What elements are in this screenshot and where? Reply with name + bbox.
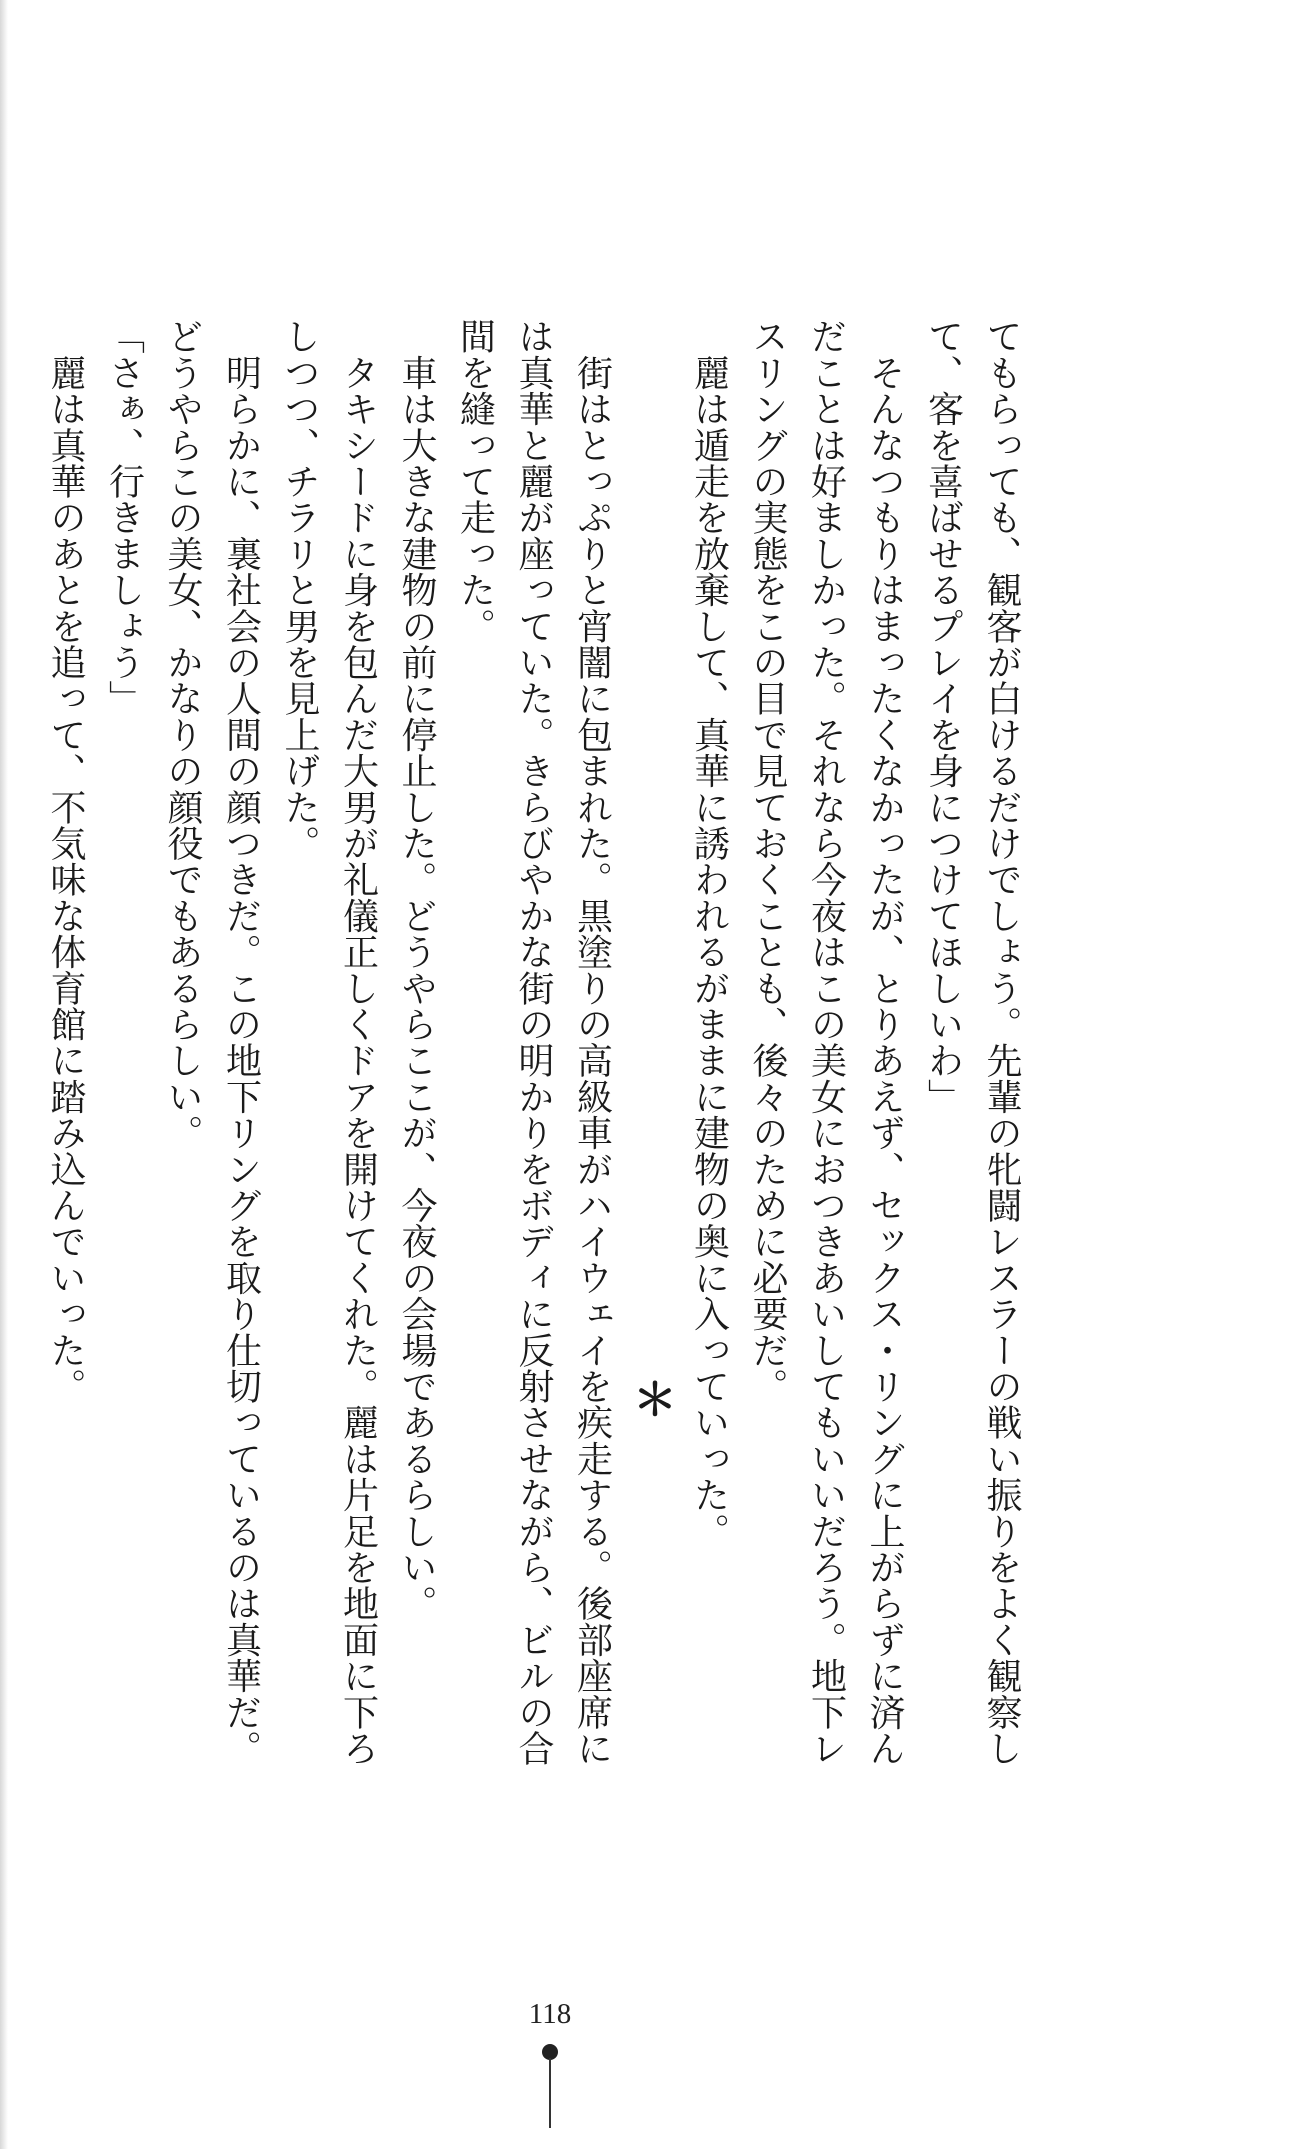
text-line: だことは好ましかった。それなら今夜はこの美女におつきあいしてもいいだろう。地下レ — [805, 318, 847, 1766]
vertical-text-body — [45, 318, 1030, 1838]
text-line: 車は大きな建物の前に停止した。どうやらここが、今夜の会場であるらしい。 — [396, 318, 437, 1622]
text-line: スリングの実態をこの目で見ておくことも、後々のために必要だ。 — [747, 318, 788, 1404]
text-line: 街はとっぷりと宵闇に包まれた。黒塗りの高級車がハイウェイを疾走する。後部座席に — [571, 318, 613, 1766]
text-line: しつつ、チラリと男を見上げた。 — [279, 318, 320, 861]
text-line: 麗は真華のあとを追って、不気味な体育館に踏み込んでいった。 — [45, 318, 86, 1404]
text-line: 間を縫って走った。 — [454, 318, 496, 644]
section-break-asterisk: ＊ — [625, 1375, 676, 1421]
text-line: は真華と麗が座っていた。きらびやかな街の明かりをボディに反射させながら、ビルの合 — [513, 318, 554, 1766]
section-break — [621, 318, 680, 1838]
text-line: タキシードに身を包んだ大男が礼儀正しくドアを開けてくれた。麗は片足を地面に下ろ — [337, 318, 379, 1766]
text-line: 麗は遁走を放棄して、真華に誘われるがままに建物の奥に入っていった。 — [688, 318, 730, 1549]
text-line: 明らかに、裏社会の人間の顔つきだ。この地下リングを取り仕切っているのは真華だ。 — [220, 318, 262, 1766]
page-number: 118 — [528, 1998, 572, 2030]
bookmark-ribbon — [549, 2058, 551, 2128]
text-line: そんなつもりはまったくなかったが、とりあえず、セックス・リングに上がらずに済ん — [864, 318, 905, 1766]
text-line: どうやらこの美女、かなりの顔役でもあるらしい。 — [162, 318, 203, 1151]
page-binding-edge — [0, 0, 8, 2149]
text-line: て、客を喜ばせるプレイを身につけてほしいわ」 — [922, 318, 964, 1115]
text-line: てもらっても、観客が白けるだけでしょう。先輩の牝闘レスラーの戦い振りをよく観察し — [981, 318, 1022, 1766]
text-line: 「さぁ、行きましょう」 — [103, 318, 145, 717]
